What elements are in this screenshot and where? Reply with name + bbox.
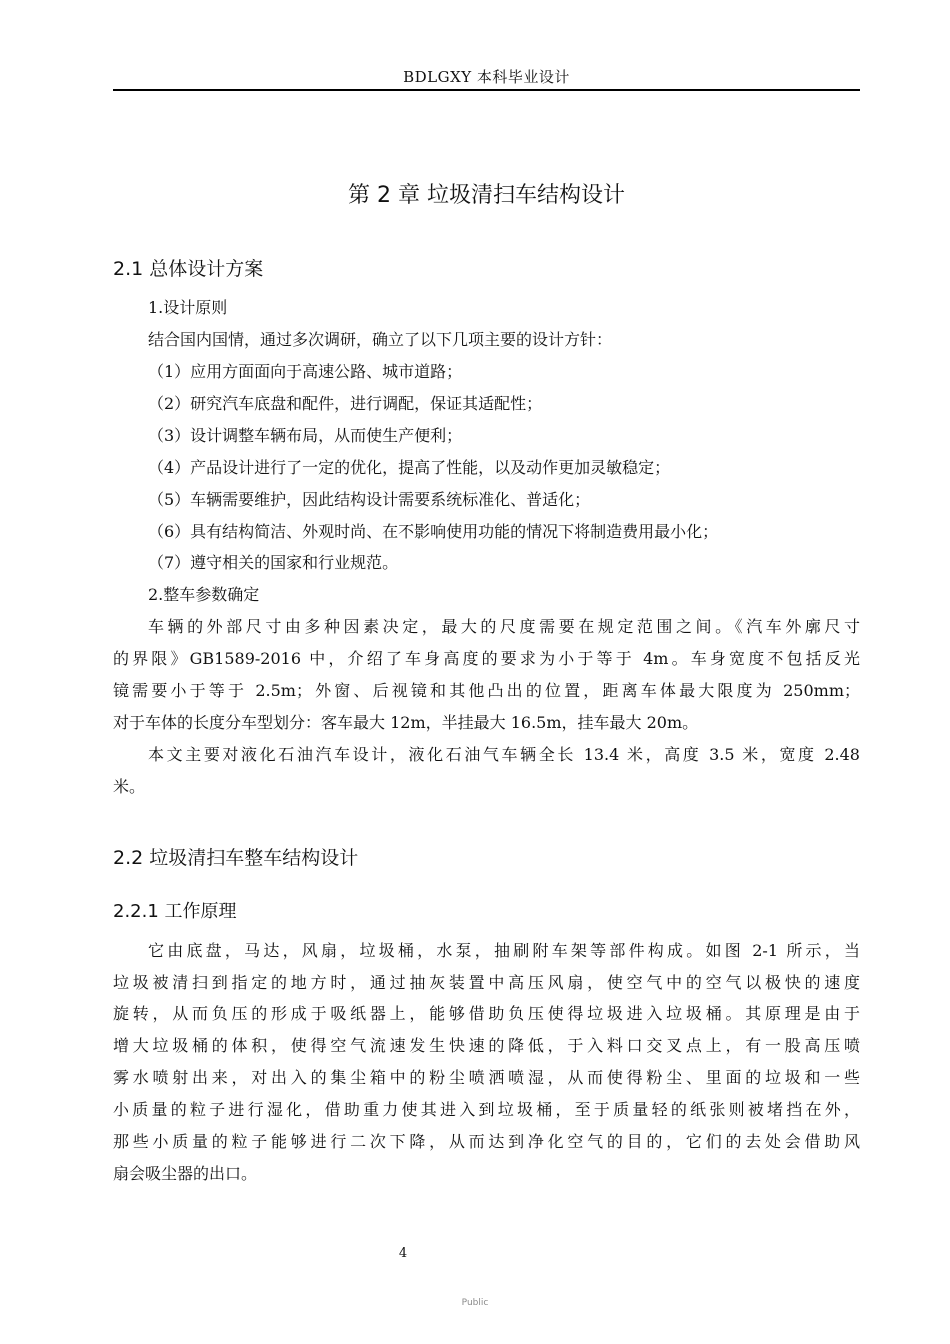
subsection-heading-2-2-1: 2.2.1 工作原理 <box>113 901 237 922</box>
principle-intro: 结合国内国情，通过多次调研，确立了以下几项主要的设计方针： <box>148 330 613 349</box>
page-number: 4 <box>398 1246 408 1261</box>
paragraph-line: 增大垃圾桶的体积，使得空气流速发生快速的降低，于入料口交叉点上，有一股高压喷 <box>113 1036 860 1055</box>
paragraph-line: 那些小质量的粒子能够进行二次下降，从而达到净化空气的目的，它们的去处会借助风 <box>113 1132 860 1151</box>
params-label: 2.整车参数确定 <box>148 585 260 604</box>
paragraph-line: 小质量的粒子进行湿化，借助重力使其进入到垃圾桶，至于质量轻的纸张则被堵挡在外， <box>113 1100 860 1119</box>
paragraph-line: 镜需要小于等于 2.5m；外窗、后视镜和其他凸出的位置，距离车体最大限度为 250mm； <box>113 681 860 700</box>
section-heading-2-1: 2.1 总体设计方案 <box>113 258 264 280</box>
principle-item: （4）产品设计进行了一定的优化，提高了性能，以及动作更加灵敏稳定； <box>148 458 671 477</box>
principle-item: （3）设计调整车辆布局，从而使生产便利； <box>148 426 463 445</box>
footer-classification: Public <box>461 1298 489 1308</box>
paragraph-line: 扇会吸尘器的出口。 <box>113 1164 258 1183</box>
header-rule <box>113 89 860 91</box>
chapter-title: 第 2 章 垃圾清扫车结构设计 <box>348 183 625 208</box>
paragraph-line: 垃圾被清扫到指定的地方时，通过抽灰装置中高压风扇，使空气中的空气以极快的速度 <box>113 973 860 992</box>
principle-item: （1）应用方面面向于高速公路、城市道路； <box>148 362 463 381</box>
paragraph-line: 的界限》GB1589-2016 中，介绍了车身高度的要求为小于等于 4m。车身宽度不包括反光 <box>113 649 860 668</box>
paragraph-line: 本文主要对液化石油汽车设计，液化石油气车辆全长 13.4 米，高度 3.5 米，宽度 2.48 <box>148 745 860 764</box>
section-heading-2-2: 2.2 垃圾清扫车整车结构设计 <box>113 847 359 869</box>
principle-item: （7）遵守相关的国家和行业规范。 <box>148 553 399 572</box>
principle-label: 1.设计原则 <box>148 298 228 317</box>
principle-item: （6）具有结构简洁、外观时尚、在不影响使用功能的情况下将制造费用最小化； <box>148 522 719 541</box>
paragraph-line: 对于车体的长度分车型划分：客车最大 12m，半挂最大 16.5m，挂车最大 20m。 <box>113 713 699 732</box>
paragraph-line: 它由底盘，马达，风扇，垃圾桶，水泵，抽刷附车架等部件构成。如图 2-1 所示，当 <box>148 941 860 960</box>
page-header: BDLGXY 本科毕业设计 <box>403 68 570 86</box>
paragraph-line: 车辆的外部尺寸由多种因素决定，最大的尺度需要在规定范围之间。《汽车外廓尺寸 <box>148 617 860 636</box>
paragraph-line: 旋转，从而负压的形成于吸纸器上，能够借助负压使得垃圾进入垃圾桶。其原理是由于 <box>113 1004 860 1023</box>
principle-item: （5）车辆需要维护，因此结构设计需要系统标准化、普适化； <box>148 490 591 509</box>
paragraph-line: 米。 <box>113 777 146 796</box>
paragraph-line: 雾水喷射出来，对出入的集尘箱中的粉尘喷洒喷湿，从而使得粉尘、里面的垃圾和一些 <box>113 1068 860 1087</box>
principle-item: （2）研究汽车底盘和配件，进行调配，保证其适配性； <box>148 394 543 413</box>
